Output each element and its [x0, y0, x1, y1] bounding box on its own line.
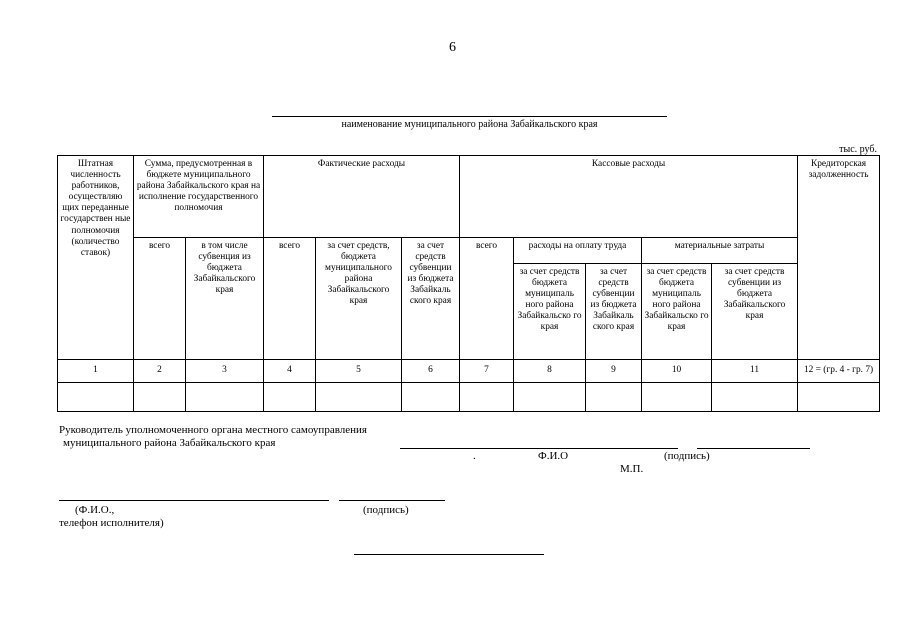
column-number: 8 [514, 360, 586, 383]
data-cell[interactable] [642, 383, 712, 412]
data-entry-row [58, 383, 880, 412]
data-cell[interactable] [586, 383, 642, 412]
header-staff: Штатная численность работников, осуществляю щих переданные государствен ные полномочия (количество ставок) [58, 156, 134, 360]
column-number: 12 = (гр. 4 - гр. 7) [798, 360, 880, 383]
header-budget-sum: Сумма, предусмотренная в бюджете муниципального района Забайкальского края на исполнение государственного полномочия [134, 156, 264, 238]
column-number: 11 [712, 360, 798, 383]
executor-fio-line [59, 500, 329, 501]
column-number: 9 [586, 360, 642, 383]
column-number: 10 [642, 360, 712, 383]
header-cash-expenses: Кассовые расходы [460, 156, 798, 238]
head-title-line1: Руководитель уполномоченного органа местного самоуправления [59, 424, 367, 436]
data-cell[interactable] [460, 383, 514, 412]
data-cell[interactable] [186, 383, 264, 412]
header-material-subvention: за счет средств субвенции из бюджета Забайкальского края [712, 264, 798, 360]
fio-caption: Ф.И.О [538, 450, 569, 462]
header-budget-total: всего [134, 238, 186, 360]
data-cell[interactable] [712, 383, 798, 412]
header-actual-municipal: за счет средств, бюджета муниципального района Забайкальского края [316, 238, 402, 360]
dot-mark: . [473, 450, 476, 462]
fio-line [400, 448, 678, 449]
column-number: 6 [402, 360, 460, 383]
executor-signature-caption: (подпись) [363, 504, 409, 516]
header-actual-total: всего [264, 238, 316, 360]
municipality-caption: наименование муниципального района Забайкальского края [341, 119, 598, 130]
header-labor-subvention: за счет средств субвенции из бюджета Забайкаль ского края [586, 264, 642, 360]
data-cell[interactable] [402, 383, 460, 412]
column-number: 4 [264, 360, 316, 383]
header-actual-expenses: Фактические расходы [264, 156, 460, 238]
data-cell[interactable] [798, 383, 880, 412]
data-cell[interactable] [58, 383, 134, 412]
executor-signature-line [339, 500, 445, 501]
executor-phone-caption: телефон исполнителя) [59, 517, 164, 529]
column-number: 7 [460, 360, 514, 383]
data-cell[interactable] [134, 383, 186, 412]
head-title-line2: муниципального района Забайкальского края [63, 437, 276, 449]
column-number: 5 [316, 360, 402, 383]
expenses-report-table [57, 155, 880, 412]
header-cash-total: всего [460, 238, 514, 360]
municipality-name-line [272, 116, 667, 117]
stamp-place-label: М.П. [620, 463, 644, 475]
header-labor-municipal: за счет средств бюджета муниципаль ного района Забайкальско го края [514, 264, 586, 360]
data-cell[interactable] [316, 383, 402, 412]
column-number: 2 [134, 360, 186, 383]
header-material-municipal: за счет средств бюджета муниципаль ного района Забайкальско го края [642, 264, 712, 360]
bottom-line [354, 554, 544, 555]
header-material-costs: материальные затраты [642, 238, 798, 264]
signature-caption: (подпись) [664, 450, 710, 462]
executor-fio-caption: (Ф.И.О., [75, 504, 115, 516]
header-budget-subvention: в том числе субвенция из бюджета Забайкальского края [186, 238, 264, 360]
data-cell[interactable] [264, 383, 316, 412]
header-creditor-debt: Кредиторская задолженность [798, 156, 880, 360]
signature-line [697, 448, 810, 449]
page-number: 6 [449, 40, 456, 55]
header-actual-subvention: за счет средств субвенции из бюджета Забайкаль ского края [402, 238, 460, 360]
column-numbers-row [58, 360, 880, 383]
data-cell[interactable] [514, 383, 586, 412]
column-number: 1 [58, 360, 134, 383]
column-number: 3 [186, 360, 264, 383]
units-label: тыс. руб. [839, 144, 877, 155]
header-labor-costs: расходы на оплату труда [514, 238, 642, 264]
